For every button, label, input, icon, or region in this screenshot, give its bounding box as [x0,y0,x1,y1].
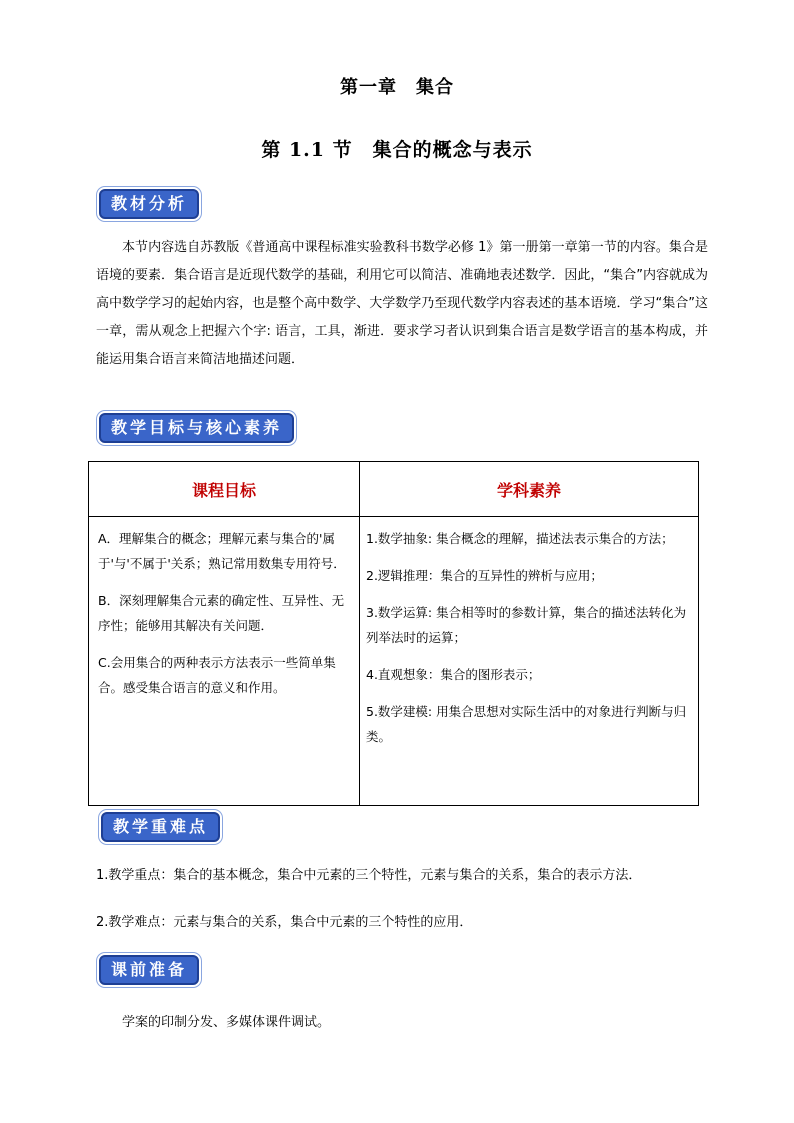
objective-item: C.会用集合的两种表示方法表示一些简单集合。感受集合语言的意义和作用。 [98,655,336,695]
goals-table [88,461,699,806]
literacy-item: 3.数学运算: 集合相等时的参数计算，集合的描述法转化为列举法时的运算； [366,605,687,645]
goals-heading-badge: 教学目标与核心素养 [99,413,294,443]
prep-text: 学案的印制分发、多媒体课件调试。 [122,1015,331,1030]
teaching-difficulty: 2.教学难点：元素与集合的关系，集合中元素的三个特性的应用． [96,915,473,930]
keypoints-heading-badge: 教学重难点 [101,812,220,842]
objective-item: A．理解集合的概念；理解元素与集合的'属于'与'不属于'关系；熟记常用数集专用符号． [98,531,346,571]
objectives-column-header: 课程目标 [89,462,360,517]
literacy-column-header: 学科素养 [360,462,699,517]
objective-item: B．深刻理解集合元素的确定性、互异性、无序性；能够用其解决有关问题． [98,593,345,633]
section-title: 第 1.1 节 集合的概念与表示 [261,139,533,161]
literacy-item: 4.直观想象：集合的图形表示； [366,667,541,682]
literacy-item: 5.数学建模: 用集合思想对实际生活中的对象进行判断与归类。 [366,704,687,744]
analysis-heading-badge: 教材分析 [99,189,199,219]
prep-heading-badge: 课前准备 [99,955,199,985]
chapter-title: 第一章 集合 [340,77,454,98]
analysis-paragraph: 本节内容选自苏教版《普通高中课程标准实验教科书数学必修 1》第一册第一章第一节的内容。集合是语境的要素．集合语言是近现代数学的基础，利用它可以简洁、准确地表述数学．因此，“集合”内容就成为高中数学学习的起始内容，也是整个高中数学、大学数学乃至现代数学内容表述的基本语境．学习“集合”这一章，需从观念上把握六个字: 语言，工具，渐进．要求学习者认识到集合语言是数学语言的基本构成，并能运用集合语言来简洁地描述问题． [96,240,708,367]
literacy-item: 1.数学抽象: 集合概念的理解，描述法表示集合的方法； [366,531,674,546]
teaching-focus: 1.教学重点：集合的基本概念，集合中元素的三个特性，元素与集合的关系，集合的表示方法． [96,868,642,883]
objectives-cell [89,517,360,806]
literacy-item: 2.逻辑推理：集合的互异性的辨析与应用； [366,568,603,583]
literacy-cell [360,517,699,806]
